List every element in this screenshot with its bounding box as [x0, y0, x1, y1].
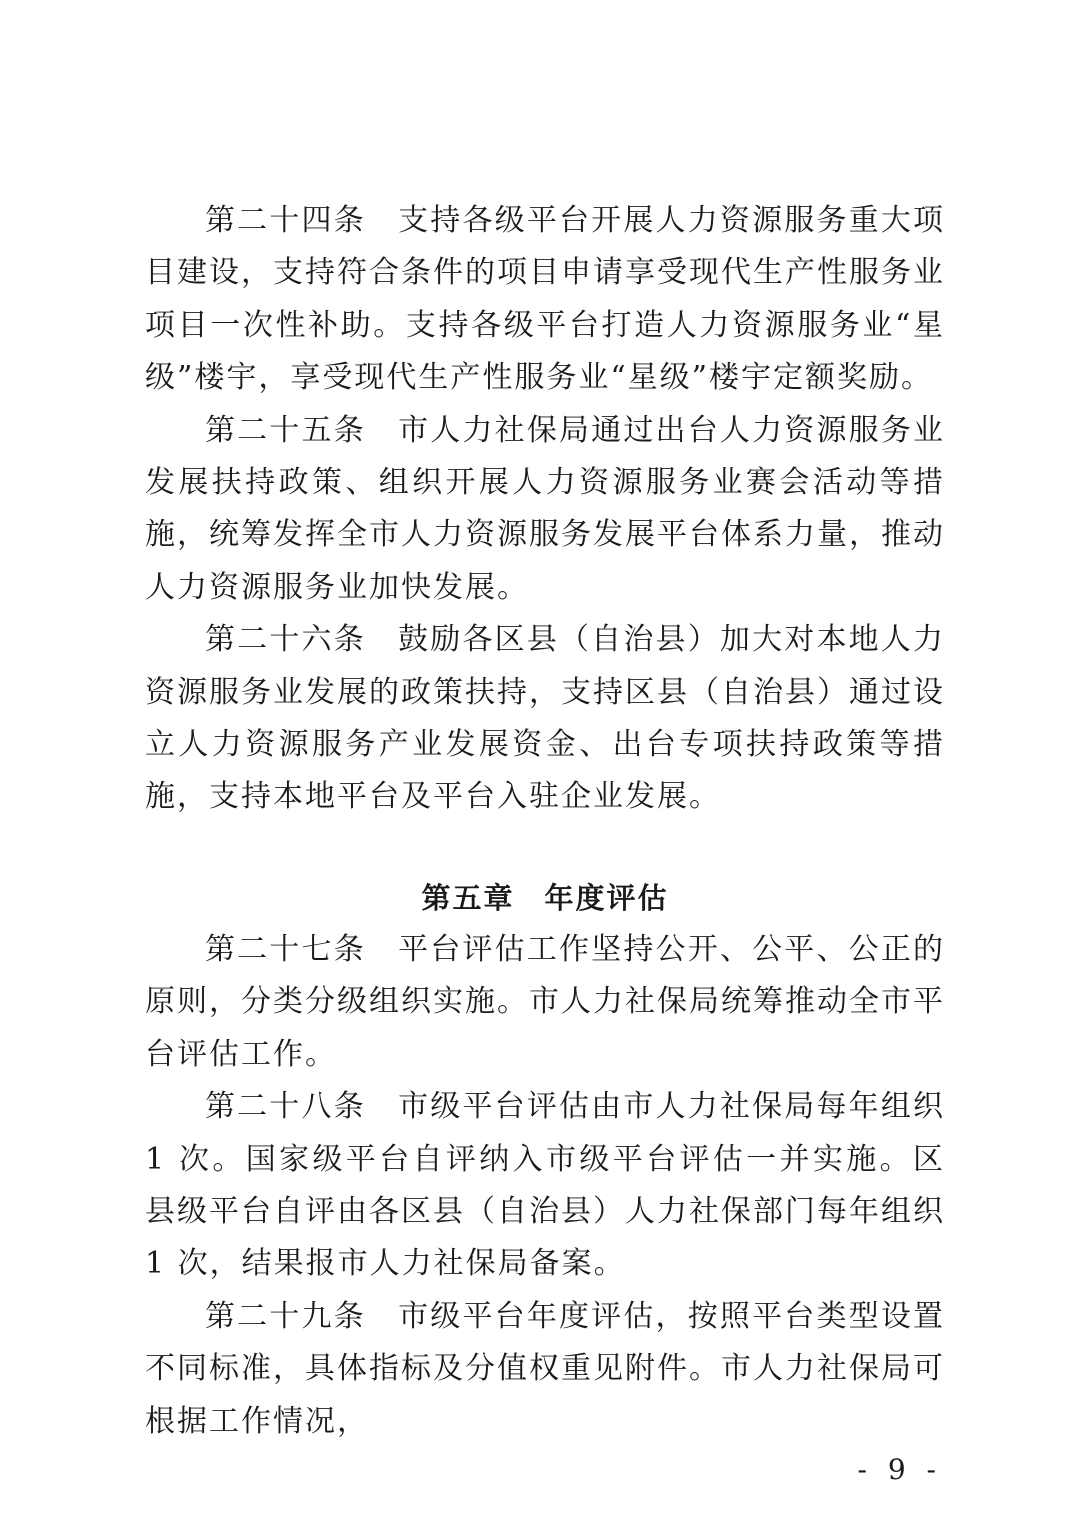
article-25-paragraph: 第二十五条 市人力社保局通过出台人力资源服务业发展扶持政策、组织开展人力资源服务业赛会活动等措施，统筹发挥全市人力资源服务发展平台体系力量，推动人力资源服务业加快发展。	[145, 412, 945, 605]
chapter-title-text: 年度评估	[544, 880, 669, 915]
article-26-paragraph: 第二十六条 鼓励各区县（自治县）加大对本地人力资源服务业发展的政策扶持，支持区县（自治县）通过设立人力资源服务产业发展资金、出台专项扶持政策等措施，支持本地平台及平台入驻企业发展。	[145, 622, 945, 815]
page-number: - 9 -	[857, 1453, 942, 1486]
article-27-paragraph: 第二十七条 平台评估工作坚持公开、公平、公正的原则，分类分级组织实施。市人力社保局统筹推动全市平台评估工作。	[145, 931, 945, 1072]
chapter-number: 第五章	[421, 880, 515, 915]
document-body	[145, 195, 945, 1448]
article-24-paragraph: 第二十四条 支持各级平台开展人力资源服务重大项目建设，支持符合条件的项目申请享受现代生产性服务业项目一次性补助。支持各级平台打造人力资源服务业“星级”楼宇，享受现代生产性服务业“星级”楼宇定额奖励。	[145, 203, 945, 396]
article-29-paragraph: 第二十九条 市级平台年度评估，按照平台类型设置不同标准，具体指标及分值权重见附件。市人力社保局可根据工作情况，	[145, 1298, 945, 1439]
chapter-heading	[145, 872, 945, 924]
article-28-paragraph: 第二十八条 市级平台评估由市人力社保局每年组织 1 次。国家级平台自评纳入市级平台评估一并实施。区县级平台自评由各区县（自治县）人力社保部门每年组织 1 次，结果报市人力社保局备案。	[145, 1089, 945, 1282]
